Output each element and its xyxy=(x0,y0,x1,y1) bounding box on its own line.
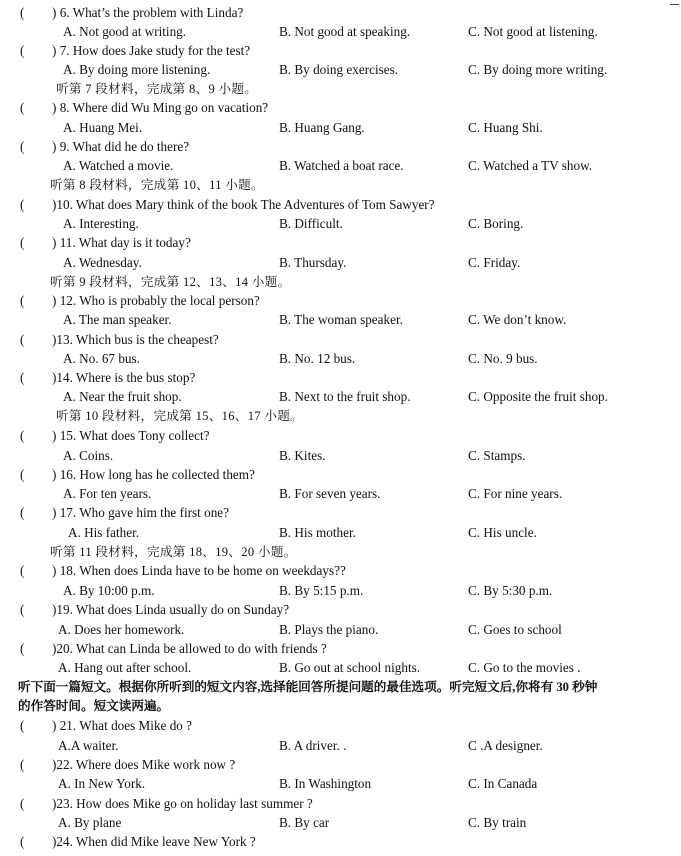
question-11 xyxy=(0,233,681,253)
question-text: )19. What does Linda usually do on Sunday? xyxy=(52,602,290,617)
option-a: A. Huang Mei. xyxy=(63,120,143,135)
answer-bracket: ( xyxy=(20,602,25,617)
answer-bracket: ( xyxy=(20,796,25,811)
option-c: C. By doing more writing. xyxy=(468,62,608,77)
section-text: 听第 10 段材料，完成第 15、16、17 小题。 xyxy=(56,409,304,423)
options-6 xyxy=(0,22,681,42)
answer-bracket: ( xyxy=(20,332,25,347)
option-a: A. Interesting. xyxy=(63,216,139,231)
options-7 xyxy=(0,60,681,80)
option-a: A. The man speaker. xyxy=(63,312,172,327)
question-23 xyxy=(0,794,681,814)
question-text: ) 12. Who is probably the local person? xyxy=(52,293,260,308)
question-24 xyxy=(0,832,681,852)
options-17 xyxy=(0,523,681,543)
option-a: A. His father. xyxy=(68,525,140,540)
question-15 xyxy=(0,426,681,446)
question-16 xyxy=(0,465,681,485)
option-c: C. Opposite the fruit shop. xyxy=(468,389,608,404)
option-b: B. Difficult. xyxy=(279,216,343,231)
options-18 xyxy=(0,581,681,601)
option-b: B. Not good at speaking. xyxy=(279,24,411,39)
option-c: C. Stamps. xyxy=(468,448,526,463)
option-b: B. Thursday. xyxy=(279,255,347,270)
question-17 xyxy=(0,503,681,523)
options-11 xyxy=(0,253,681,273)
options-21 xyxy=(0,736,681,756)
option-a: A. No. 67 bus. xyxy=(63,351,140,366)
option-c: C. Not good at listening. xyxy=(468,24,598,39)
answer-bracket: ( xyxy=(20,718,25,733)
options-15 xyxy=(0,446,681,466)
option-c: C .A designer. xyxy=(468,738,543,753)
option-c: C. Boring. xyxy=(468,216,524,231)
option-b: B. Huang Gang. xyxy=(279,120,365,135)
instructions-text: 听下面一篇短文。根据你所听到的短文内容,选择能回答所提问题的最佳选项。听完短文后,你将有 30 秒钟 xyxy=(18,680,598,694)
option-b: B. By doing exercises. xyxy=(279,62,399,77)
section-heading-8 xyxy=(0,175,681,195)
answer-bracket: ( xyxy=(20,235,25,250)
question-22 xyxy=(0,755,681,775)
option-b: B. A driver. . xyxy=(279,738,347,753)
options-13 xyxy=(0,349,681,369)
answer-bracket: ( xyxy=(20,428,25,443)
option-c: C. Friday. xyxy=(468,255,521,270)
section-text: 听第 8 段材料，完成第 10、11 小题。 xyxy=(50,178,264,192)
option-b: B. His mother. xyxy=(279,525,356,540)
question-12 xyxy=(0,291,681,311)
option-a: A. Not good at writing. xyxy=(63,24,187,39)
option-a: A. Hang out after school. xyxy=(58,660,192,675)
option-b: B. Go out at school nights. xyxy=(279,660,421,675)
option-a: A. By doing more listening. xyxy=(63,62,211,77)
option-c: C. Watched a TV show. xyxy=(468,158,593,173)
section-heading-9 xyxy=(0,272,681,292)
options-20 xyxy=(0,658,681,678)
option-a: A. By plane xyxy=(58,815,122,830)
question-text: ) 11. What day is it today? xyxy=(52,235,191,250)
option-c: C. His uncle. xyxy=(468,525,537,540)
section-text: 听第 11 段材料，完成第 18、19、20 小题。 xyxy=(50,545,297,559)
options-16 xyxy=(0,484,681,504)
answer-bracket: ( xyxy=(20,197,25,212)
question-text: ) 9. What did he do there? xyxy=(52,139,190,154)
question-text: ) 6. What’s the problem with Linda? xyxy=(52,5,244,20)
section-text: 听第 7 段材料，完成第 8、9 小题。 xyxy=(56,82,258,96)
option-b: B. Kites. xyxy=(279,448,326,463)
section-heading-7 xyxy=(0,79,681,99)
question-19 xyxy=(0,600,681,620)
options-12 xyxy=(0,310,681,330)
question-9 xyxy=(0,137,681,157)
question-10 xyxy=(0,195,681,215)
option-b: B. In Washington xyxy=(279,776,372,791)
option-a: A. For ten years. xyxy=(63,486,152,501)
question-text: ) 16. How long has he collected them? xyxy=(52,467,255,482)
question-text: )14. Where is the bus stop? xyxy=(52,370,196,385)
option-a: A. Near the fruit shop. xyxy=(63,389,182,404)
question-20 xyxy=(0,639,681,659)
option-a: A.A waiter. xyxy=(58,738,119,753)
option-c: C. We don’t know. xyxy=(468,312,567,327)
options-8 xyxy=(0,118,681,138)
question-text: ) 8. Where did Wu Ming go on vacation? xyxy=(52,100,269,115)
question-text: )13. Which bus is the cheapest? xyxy=(52,332,219,347)
option-a: A. In New York. xyxy=(58,776,146,791)
option-a: A. Watched a movie. xyxy=(63,158,174,173)
option-b: B. For seven years. xyxy=(279,486,381,501)
option-c: C. By 5:30 p.m. xyxy=(468,583,553,598)
option-b: B. By car xyxy=(279,815,330,830)
option-c: C. In Canada xyxy=(468,776,538,791)
options-23 xyxy=(0,813,681,833)
question-text: ) 18. When does Linda have to be home on weekdays?? xyxy=(52,563,346,578)
answer-bracket: ( xyxy=(20,641,25,656)
answer-bracket: ( xyxy=(20,139,25,154)
question-13 xyxy=(0,330,681,350)
question-7 xyxy=(0,41,681,61)
answer-bracket: ( xyxy=(20,563,25,578)
answer-bracket: ( xyxy=(20,5,25,20)
option-a: A. By 10:00 p.m. xyxy=(63,583,155,598)
option-b: B. Watched a boat race. xyxy=(279,158,404,173)
answer-bracket: ( xyxy=(20,370,25,385)
answer-bracket: ( xyxy=(20,293,25,308)
passage-instructions-line-2 xyxy=(0,697,681,716)
question-text: )23. How does Mike go on holiday last summer ? xyxy=(52,796,313,811)
question-text: ) 17. Who gave him the first one? xyxy=(52,505,230,520)
question-text: )10. What does Mary think of the book The Adventures of Tom Sawyer? xyxy=(52,197,435,212)
option-c: C. Go to the movies . xyxy=(468,660,581,675)
question-text: )24. When did Mike leave New York ? xyxy=(52,834,256,849)
option-c: C. By train xyxy=(468,815,527,830)
option-b: B. Plays the piano. xyxy=(279,622,379,637)
section-text: 听第 9 段材料，完成第 12、13、14 小题。 xyxy=(50,275,291,289)
question-8 xyxy=(0,98,681,118)
option-a: A. Coins. xyxy=(63,448,114,463)
option-b: B. No. 12 bus. xyxy=(279,351,356,366)
option-b: B. By 5:15 p.m. xyxy=(279,583,364,598)
section-heading-10 xyxy=(0,406,681,426)
option-b: B. Next to the fruit shop. xyxy=(279,389,411,404)
question-14 xyxy=(0,368,681,388)
options-14 xyxy=(0,387,681,407)
option-b: B. The woman speaker. xyxy=(279,312,403,327)
option-c: C. Goes to school xyxy=(468,622,562,637)
options-10 xyxy=(0,214,681,234)
question-text: ) 21. What does Mike do ? xyxy=(52,718,193,733)
option-c: C. No. 9 bus. xyxy=(468,351,538,366)
question-6 xyxy=(0,3,681,23)
question-text: ) 7. How does Jake study for the test? xyxy=(52,43,251,58)
question-21 xyxy=(0,716,681,736)
answer-bracket: ( xyxy=(20,834,25,849)
section-heading-11 xyxy=(0,542,681,562)
question-text: ) 15. What does Tony collect? xyxy=(52,428,210,443)
options-22 xyxy=(0,774,681,794)
answer-bracket: ( xyxy=(20,100,25,115)
answer-bracket: ( xyxy=(20,467,25,482)
option-c: C. For nine years. xyxy=(468,486,563,501)
option-a: A. Wednesday. xyxy=(63,255,142,270)
answer-bracket: ( xyxy=(20,43,25,58)
option-c: C. Huang Shi. xyxy=(468,120,543,135)
option-a: A. Does her homework. xyxy=(58,622,185,637)
question-text: )20. What can Linda be allowed to do with friends ? xyxy=(52,641,327,656)
question-text: )22. Where does Mike work now ? xyxy=(52,757,236,772)
options-9 xyxy=(0,156,681,176)
answer-bracket: ( xyxy=(20,505,25,520)
answer-bracket: ( xyxy=(20,757,25,772)
passage-instructions-line-1 xyxy=(0,678,681,697)
question-18 xyxy=(0,561,681,581)
options-19 xyxy=(0,620,681,640)
instructions-text: 的作答时间。短文读两遍。 xyxy=(18,699,170,713)
